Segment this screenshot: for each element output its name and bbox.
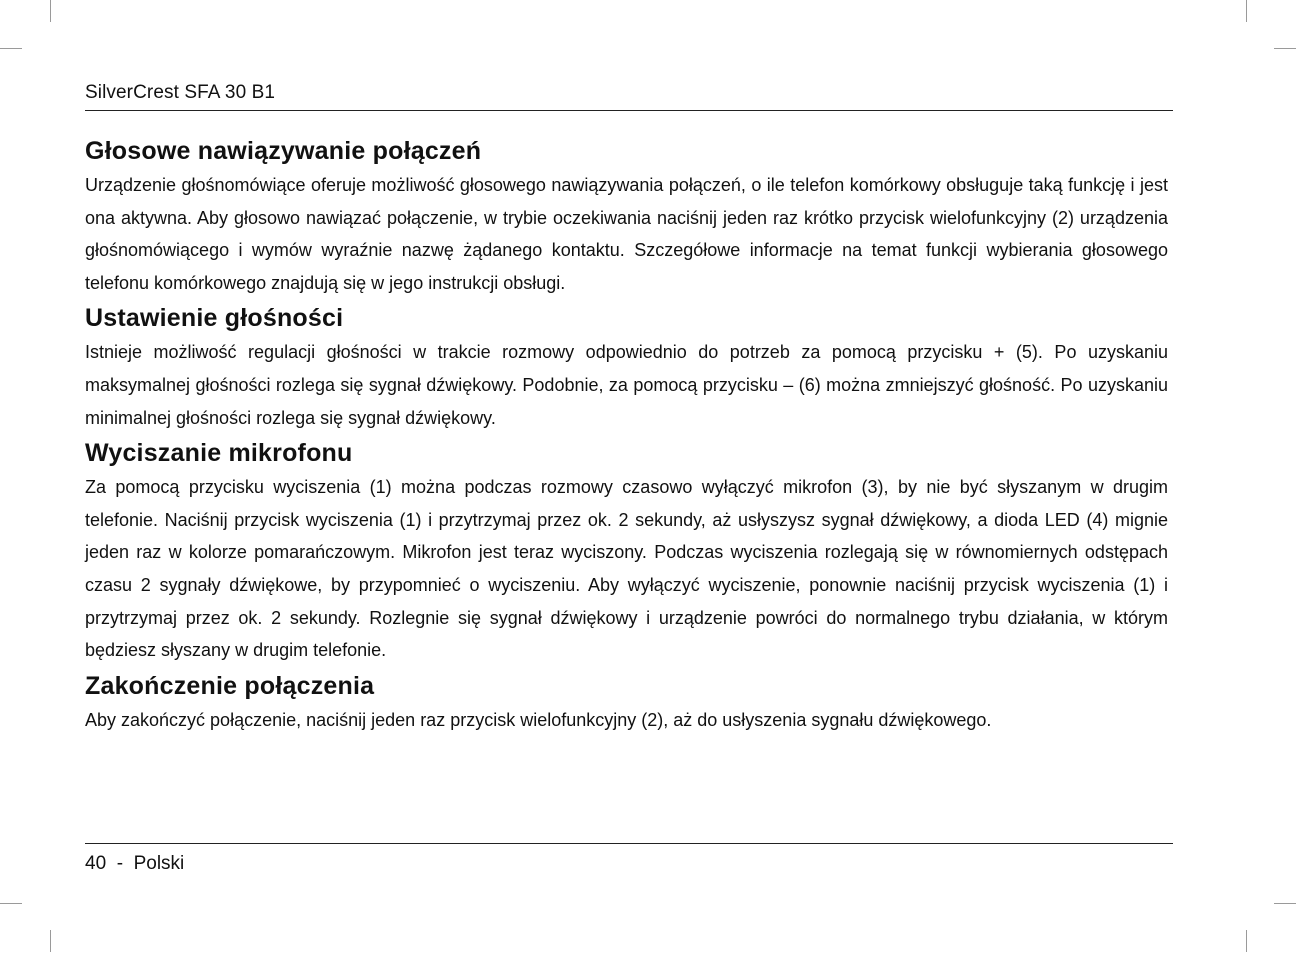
section-paragraph: Istnieje możliwość regulacji głośności w trakcie rozmowy odpowiednio do potrzeb za pomocą przycisku + (5). Po uzyskaniu maksymalnej głośności rozlega się sygnał dźwiękowy. Podobnie, za pomocą przycisku – (6) można zmniejszyć głośność. Po uzyskaniu minimalnej głośności rozlega się sygnał dźwiękowy. bbox=[85, 342, 1168, 428]
section-heading: Głosowe nawiązywanie połączeń bbox=[85, 137, 482, 165]
section-heading: Ustawienie głośności bbox=[85, 304, 344, 333]
section-voice-dialing bbox=[85, 133, 1168, 299]
crop-mark-top-left-horizontal bbox=[0, 48, 22, 49]
crop-mark-bottom-right-horizontal bbox=[1274, 903, 1296, 904]
section-end-call bbox=[85, 668, 1168, 737]
page-content bbox=[85, 133, 1168, 737]
crop-mark-top-right-vertical bbox=[1246, 0, 1247, 22]
section-paragraph: Aby zakończyć połączenie, naciśnij jeden raz przycisk wielofunkcyjny (2), aż do usłyszenia sygnału dźwiękowego. bbox=[85, 709, 992, 730]
crop-mark-bottom-left-horizontal bbox=[0, 903, 22, 904]
section-mute bbox=[85, 435, 1168, 667]
footer-rule bbox=[85, 843, 1173, 844]
page-footer: 40 - Polski bbox=[85, 853, 185, 874]
section-heading: Wyciszanie mikrofonu bbox=[85, 439, 353, 468]
header-rule bbox=[85, 110, 1173, 111]
manual-page bbox=[85, 0, 1173, 954]
section-heading: Zakończenie połączenia bbox=[85, 671, 375, 700]
section-volume bbox=[85, 300, 1168, 434]
section-paragraph: Urządzenie głośnomówiące oferuje możliwość głosowego nawiązywania połączeń, o ile telefon komórkowy obsługuje taką funkcję i jest ona aktywna. Aby głosowo nawiązać połączenie, w trybie oczekiwania naciśnij jeden raz krótko przycisk wielofunkcyjny (2) urządzenia głośnomówiącego i wymów wyraźnie nazwę żądanego kontaktu. Szczegółowe informacje na temat funkcji wybierania głosowego telefonu komórkowego znajdują się w jego instrukcji obsługi. bbox=[85, 175, 1168, 293]
crop-mark-bottom-left-vertical bbox=[50, 930, 51, 952]
crop-mark-top-right-horizontal bbox=[1274, 48, 1296, 49]
running-header: SilverCrest SFA 30 B1 bbox=[85, 82, 276, 103]
section-paragraph: Za pomocą przycisku wyciszenia (1) można podczas rozmowy czasowo wyłączyć mikrofon (3), by nie być słyszanym w drugim telefonie. Naciśnij przycisk wyciszenia (1) i przytrzymaj przez ok. 2 sekundy, aż usłyszysz sygnał dźwiękowy, a dioda LED (4) mignie jeden raz w kolorze pomarańczowym. Mikrofon jest teraz wyciszony. Podczas wyciszenia rozlegają się w równomiernych odstępach czasu 2 sygnały dźwiękowe, by przypomnieć o wyciszeniu. Aby wyłączyć wyciszenie, ponownie naciśnij przycisk wyciszenia (1) i przytrzymaj przez ok. 2 sekundy. Rozlegnie się sygnał dźwiękowy i urządzenie powróci do normalnego trybu działania, w którym będziesz słyszany w drugim telefonie. bbox=[85, 477, 1168, 661]
crop-mark-top-left-vertical bbox=[50, 0, 51, 22]
crop-mark-bottom-right-vertical bbox=[1246, 930, 1247, 952]
